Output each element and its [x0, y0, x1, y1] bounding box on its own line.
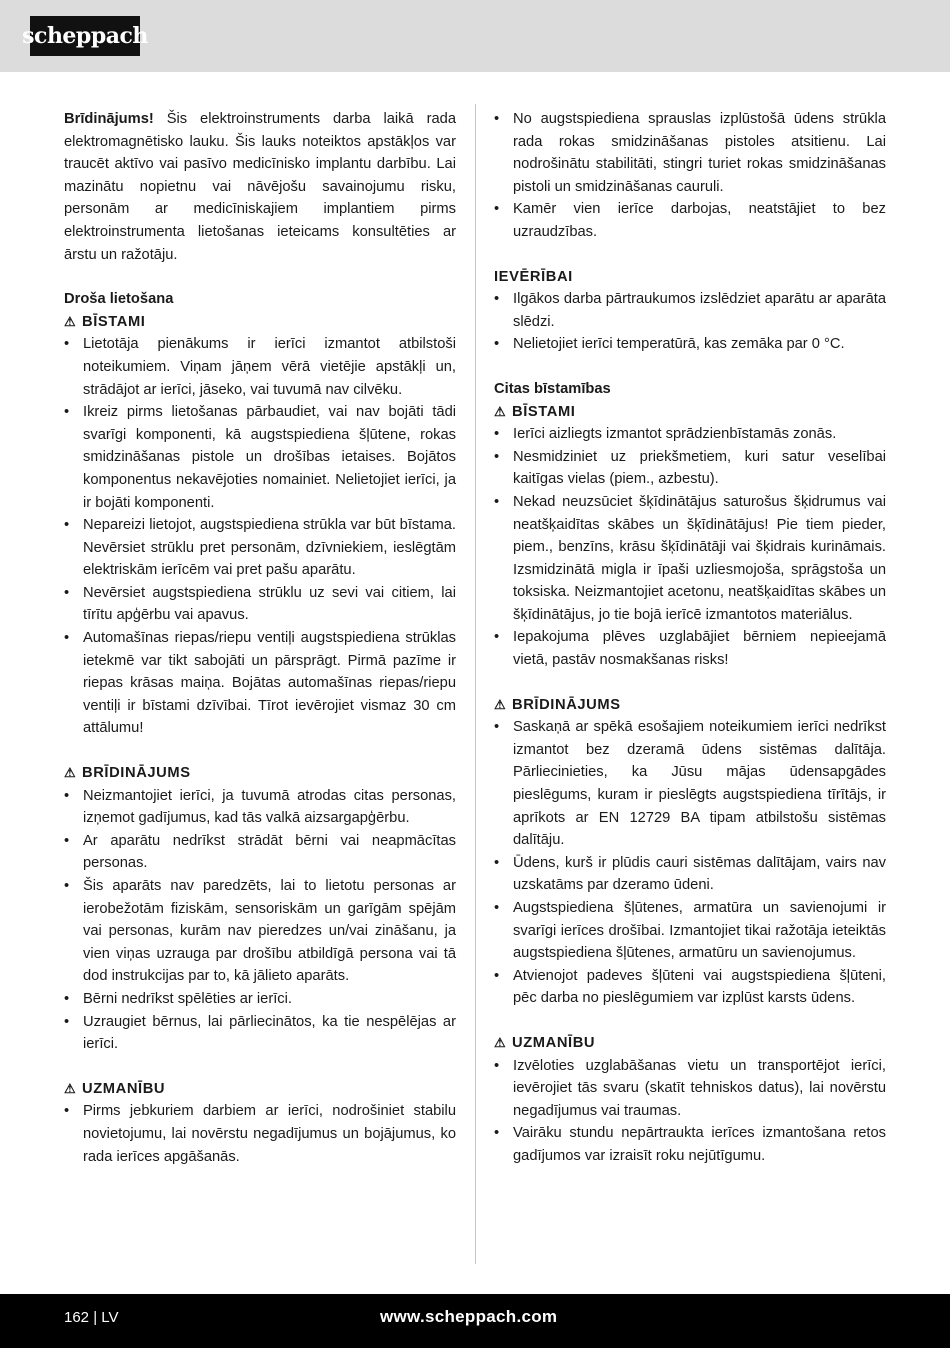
list-item: • Nepareizi lietojot, augstspiediena strūkla var būt bīstama. Nevērsiet strūklu pret personām, dzīvniekiem, ieslēgtām elektriskām ierīcēm vai pret pašu aparātu. [64, 514, 456, 582]
top-items-list [494, 108, 886, 244]
list-item: • Augstspiediena šļūtenes, armatūra un savienojumi ir svarīgi ierīces drošībai. Izmantojiet tikai ražotāja ieteiktās augstspiediena šļūtenes, armatūru un savienojumus. [494, 897, 886, 965]
list-item: • Ar aparātu nedrīkst strādāt bērni vai neapmācītas personas. [64, 830, 456, 875]
caution-label: BRĪDINĀJUMS [82, 765, 191, 782]
list-item: • No augstspiediena sprauslas izplūstošā ūdens strūkla rada rokas smidzināšanas pistoles atsitienu. Lai nodrošinātu stabilitāti, stingri turiet rokas smidzināšanas pistoli un smidzināšanas cauruli. [494, 108, 886, 198]
right-column [494, 108, 886, 1168]
other-hazards-title: Citas bīstamības [494, 380, 611, 397]
list-item: • Nevērsiet augstspiediena strūklu uz sevi vai citiem, lai tīrītu apģērbu vai apavus. [64, 582, 456, 627]
list-item: • Ilgākos darba pārtraukumos izslēdziet aparātu ar aparāta slēdzi. [494, 288, 886, 333]
list-item: • Automašīnas riepas/riepu ventiļi augstspiediena strūklas ietekmē var tikt sabojāti un pārsprāgt. Pirmā pazīme ir riepas krāsas maiņa. Bojātas automašīnas riepas/riepu ventiļi ir bīstami dzīvībai. Tīrot ievērojiet vismaz 30 cm attālumu! [64, 627, 456, 740]
notice-list [494, 288, 886, 356]
safe-use-list [64, 333, 456, 740]
list-item: • Ierīci aizliegts izmantot sprādzienbīstamās zonās. [494, 423, 886, 446]
left-column [64, 108, 456, 1168]
notice-title: IEVĒRĪBAI [494, 268, 573, 285]
intro-bold: Brīdinājums! [64, 111, 154, 127]
list-item: • Atvienojot padeves šļūteni vai augstspiediena šļūteni, pēc darba no pieslēgumiem var izplūst karsts ūdens. [494, 965, 886, 1010]
page-number: 162 | LV [64, 1309, 119, 1326]
attention-label: UZMANĪBU [512, 1034, 596, 1051]
warning-triangle-icon: ⚠ [64, 313, 76, 329]
list-item: • Nekad neuzsūciet šķīdinātājus saturošus šķidrumus vai neatšķaidītas skābes un šķīdinātājus! Pie tiem pieder, piem., benzīns, krāsu šķīdinātāji vai šķidrais kurināmais. Izsmidzinātā migla ir īpaši uzliesmojoša, sprāgstoša un toksiska. Neizmantojiet acetonu, neatšķaidītas skābes un šķīdinātājus, jo tie bojā ierīcē izmantotos materiālus. [494, 491, 886, 627]
attention-list [494, 1055, 886, 1168]
caution-section-1 [64, 762, 456, 1056]
danger-label: BĪSTAMI [512, 403, 576, 420]
caution-heading [64, 762, 456, 785]
attention-list [64, 1100, 456, 1168]
warning-triangle-icon: ⚠ [64, 1080, 76, 1096]
list-item: • Nelietojiet ierīci temperatūrā, kas zemāka par 0 °C. [494, 333, 886, 356]
page-footer [0, 1294, 950, 1348]
list-item: • Lietotāja pienākums ir ierīci izmantot atbilstoši noteikumiem. Viņam jāņem vērā vietējie apstākļi un, strādājot ar ierīci, jāseko, vai tuvumā nav cilvēku. [64, 333, 456, 401]
list-item: • Iepakojuma plēves uzglabājiet bērniem nepieejamā vietā, pastāv nosmakšanas risks! [494, 626, 886, 671]
list-item: • Uzraugiet bērnus, lai pārliecinātos, ka tie nespēlējas ar ierīci. [64, 1011, 456, 1056]
attention-section-2 [494, 1032, 886, 1168]
attention-heading [494, 1032, 886, 1055]
caution-list [494, 716, 886, 1010]
top-items-section [494, 108, 886, 244]
other-hazards-list [494, 423, 886, 672]
list-item: • Saskaņā ar spēkā esošajiem noteikumiem ierīci nedrīkst izmantot bez dzeramā ūdens sistēmas dalītāja. Pārliecinieties, ka Jūsu mājas ūdensapgādes pieslēgums, kuram ir pieslēgts augstspiediena tīrītājs, ir aprīkots ar EN 12729 BA tipam atbilstošu sistēmas dalītāju. [494, 716, 886, 852]
danger-heading [494, 401, 886, 424]
intro-section [64, 108, 456, 266]
caution-list [64, 785, 456, 1056]
caution-section-2 [494, 694, 886, 1010]
safe-use-section [64, 288, 456, 740]
warning-triangle-icon: ⚠ [64, 765, 76, 781]
intro-text: Šis elektroinstruments darba laikā rada elektromagnētisko lauku. Šis lauks noteiktos apstākļos var traucēt aktīvo vai pasīvo medicīnisko implantu darbību. Lai mazinātu nopietnu vai nāvējošu savainojumu risku, personām ar medicīniskajiem implantiem pirms elektroinstrumenta lietošanas ieteicams konsultēties ar ārstu un ražotāju. [64, 111, 456, 263]
danger-label: BĪSTAMI [82, 313, 146, 330]
list-item: • Nesmidziniet uz priekšmetiem, kuri satur veselībai kaitīgas vielas (piem., azbestu). [494, 446, 886, 491]
website-url[interactable]: www.scheppach.com [380, 1307, 558, 1326]
warning-triangle-icon: ⚠ [494, 696, 506, 712]
attention-heading [64, 1078, 456, 1101]
other-hazards-section [494, 378, 886, 672]
attention-label: UZMANĪBU [82, 1080, 166, 1097]
warning-triangle-icon: ⚠ [494, 1034, 506, 1050]
notice-section [494, 266, 886, 356]
list-item: • Neizmantojiet ierīci, ja tuvumā atrodas citas personas, izņemot gadījumus, kad tās valkā aizsargapģērbu. [64, 785, 456, 830]
list-item: • Ūdens, kurš ir plūdis cauri sistēmas dalītājam, vairs nav uzskatāms par dzeramo ūdeni. [494, 852, 886, 897]
column-divider [475, 104, 476, 1264]
list-item: • Šis aparāts nav paredzēts, lai to lietotu personas ar ierobežotām fiziskām, sensoriskām un garīgām spējām vai personas, kurām nav pieredzes un/vai zināšanu, ja vien viņas uzrauga par drošību atbildīgā persona vai tā dod instrukcijas par to, kā jālieto aparāts. [64, 875, 456, 988]
caution-heading [494, 694, 886, 717]
danger-heading [64, 311, 456, 334]
intro-paragraph [64, 108, 456, 266]
safe-use-title: Droša lietošana [64, 291, 174, 308]
attention-section-1 [64, 1078, 456, 1168]
warning-triangle-icon: ⚠ [494, 403, 506, 419]
scheppach-logo: scheppach [30, 16, 140, 56]
list-item: • Bērni nedrīkst spēlēties ar ierīci. [64, 988, 456, 1011]
list-item: • Ikreiz pirms lietošanas pārbaudiet, vai nav bojāti tādi svarīgi komponenti, kā augstspiediena šļūtene, rokas smidzināšanas pistole un drošības ietaises. Bojātos komponentus nekavējoties nomainiet. Nelietojiet ierīci, ja ir bojāti komponenti. [64, 401, 456, 514]
caution-label: BRĪDINĀJUMS [512, 696, 621, 713]
list-item: • Pirms jebkuriem darbiem ar ierīci, nodrošiniet stabilu novietojumu, lai novērstu negadījumus un bojājumus, ko rada ierīces apgāšanās. [64, 1100, 456, 1168]
list-item: • Kamēr vien ierīce darbojas, neatstājiet to bez uzraudzības. [494, 198, 886, 243]
list-item: • Vairāku stundu nepārtraukta ierīces izmantošana retos gadījumos var izraisīt roku nejūtīgumu. [494, 1122, 886, 1167]
page-header [0, 0, 950, 72]
list-item: • Izvēloties uzglabāšanas vietu un transportējot ierīci, ievērojiet tās svaru (skatīt tehniskos datus), lai novērstu negadījumus vai traumas. [494, 1055, 886, 1123]
